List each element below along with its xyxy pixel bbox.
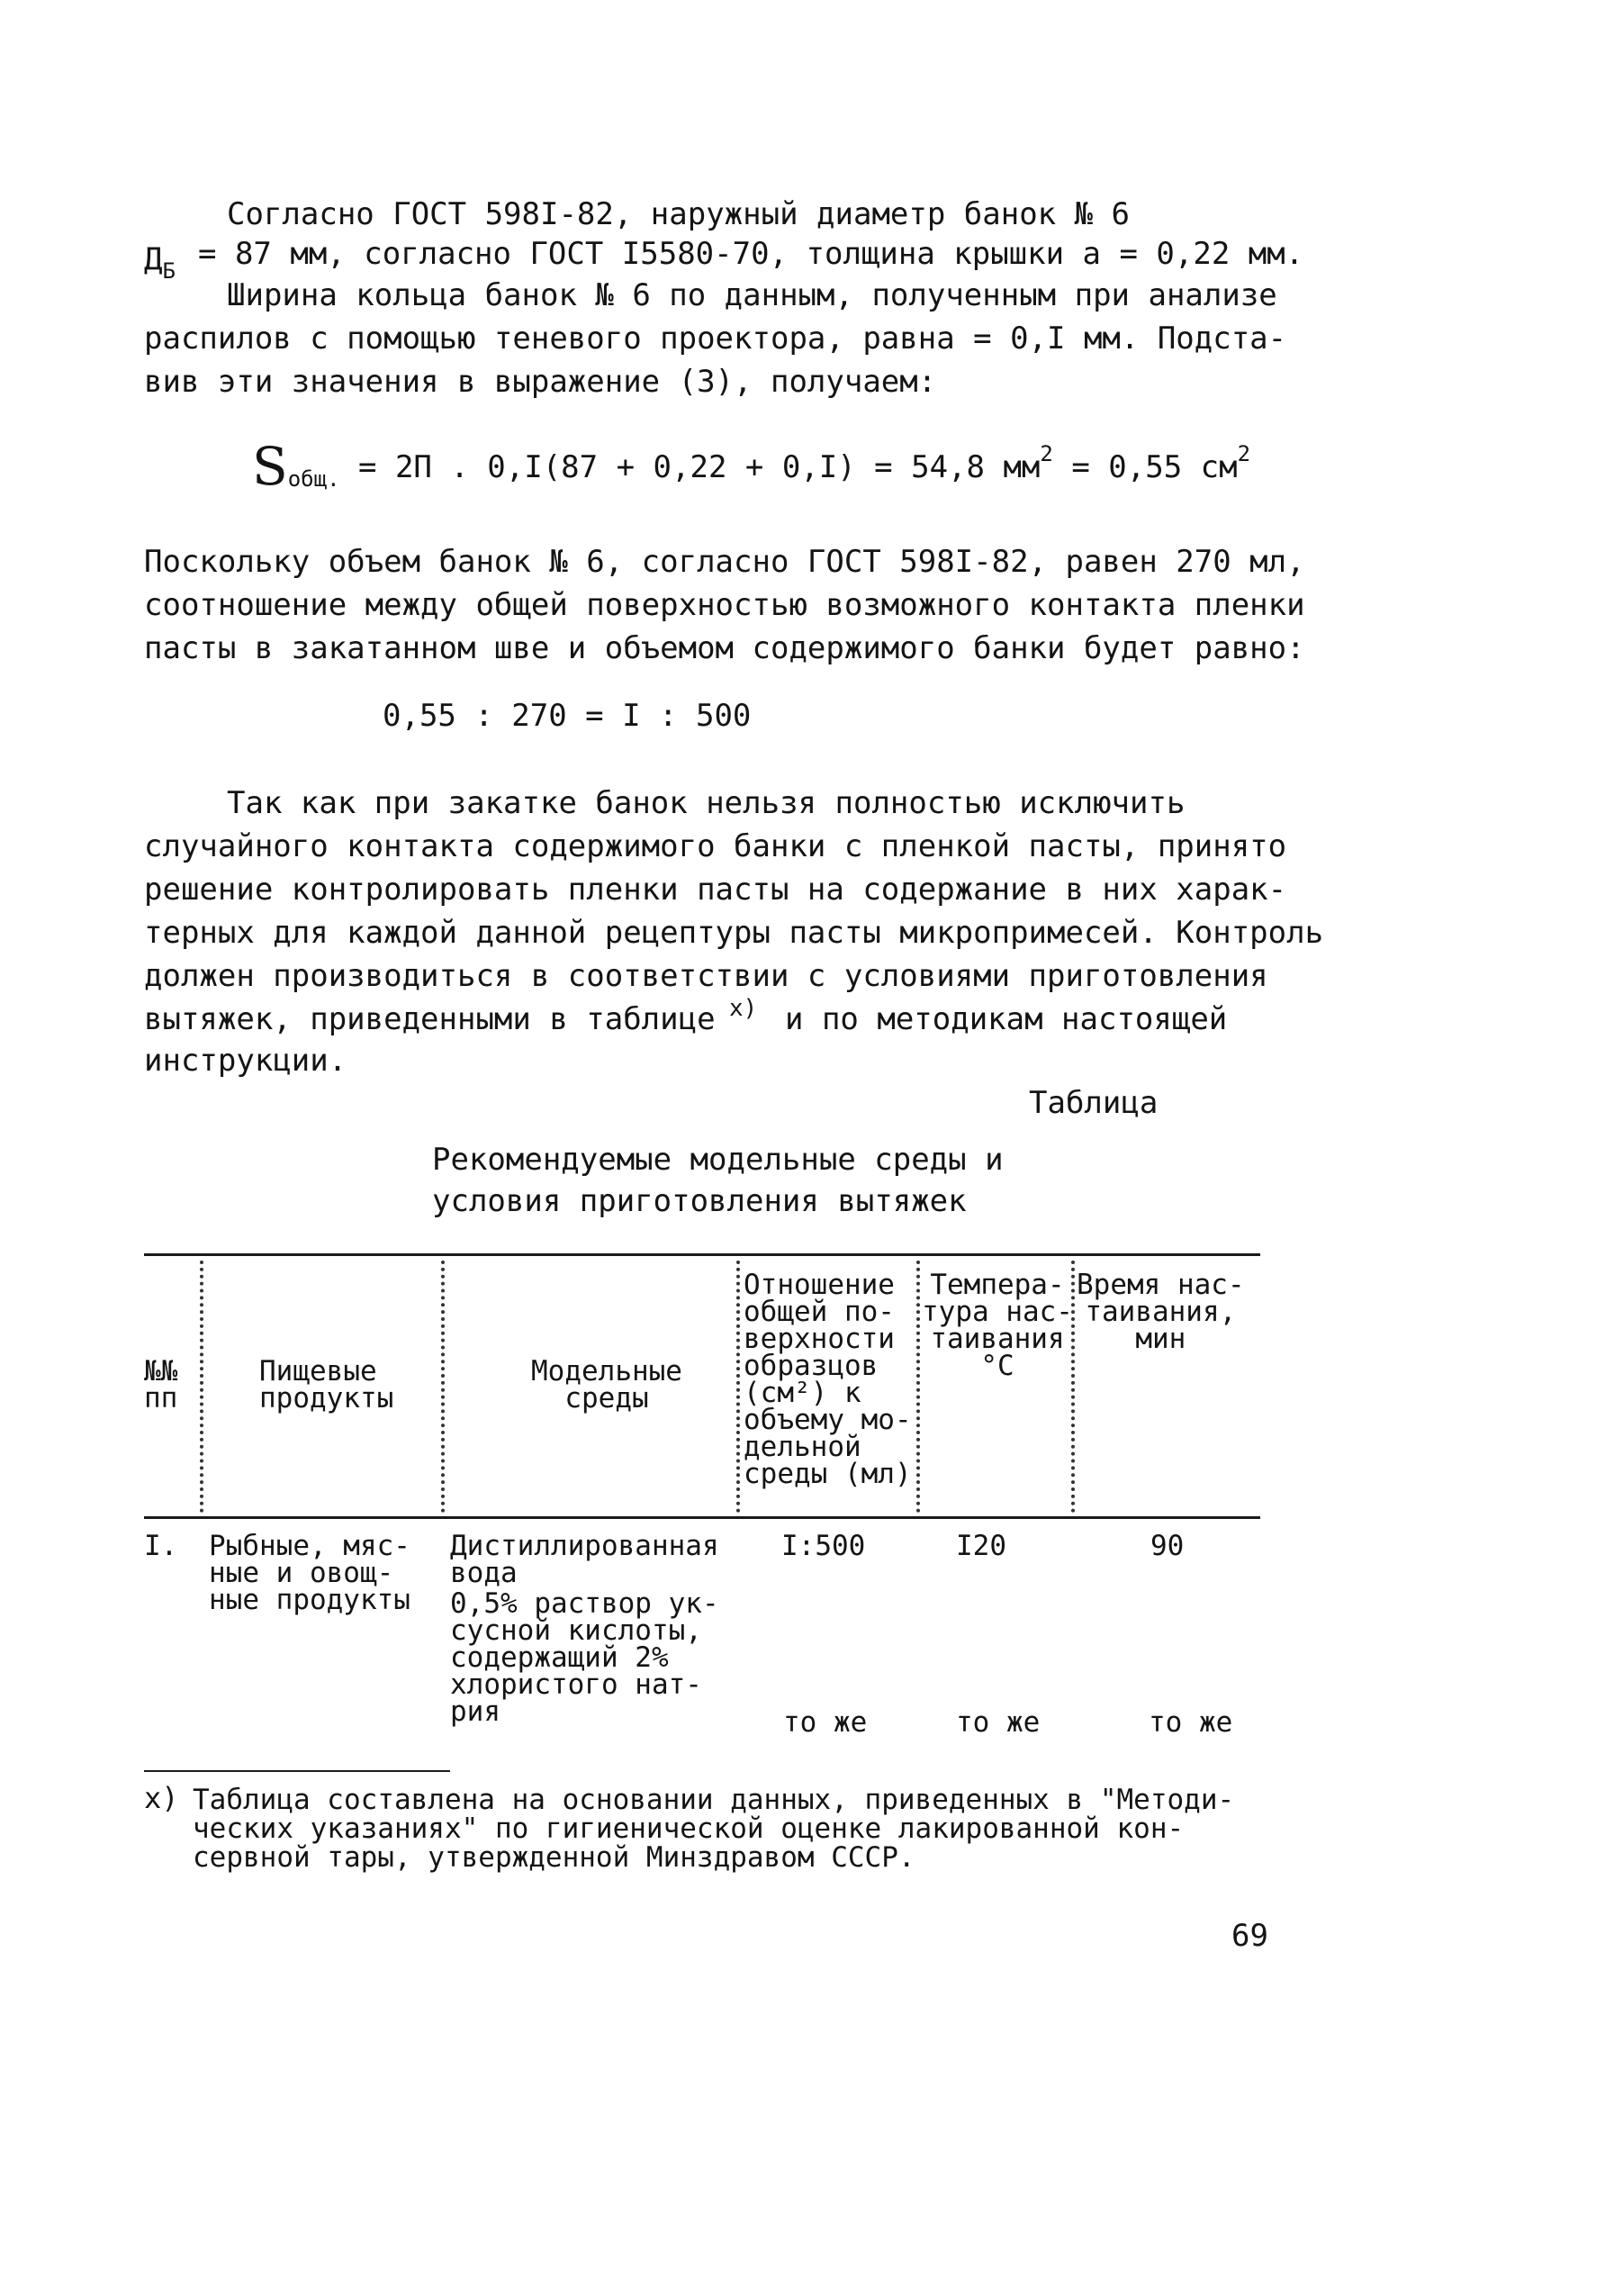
para1-line-4: распилов с помощью теневого проектора, равна = 0,I мм. Подста- [144, 321, 1287, 357]
table-label: Таблица [1029, 1085, 1159, 1121]
row-time-1: 90 [1150, 1530, 1185, 1562]
footnote-line-2: ческих указаниях" по гигиенической оценке лакированной кон- [193, 1812, 1185, 1845]
row-media-1: Дистиллированная вода [450, 1530, 719, 1589]
table-header-rule [144, 1516, 1260, 1519]
ratio-equation: 0,55 : 270 = I : 500 [383, 698, 752, 734]
row-num: I. [144, 1530, 178, 1562]
para2-line-1: Поскольку объем банок № 6, согласно ГОСТ 598I-82, равен 270 мл, [144, 544, 1305, 580]
formula [252, 436, 1251, 497]
header-temp: Темпера- тура нас- таивания °С [922, 1269, 1073, 1382]
para3-line-5: должен производиться в соответствии с условиями приготовления [144, 958, 1268, 994]
header-ratio: Отношение общей по- верхности образцов (см²) к объему мо- дельной среды (мл) [744, 1269, 912, 1490]
formula-sub: общ. [287, 466, 340, 492]
para1-line-2: = 87 мм, согласно ГОСТ I5580-70, толщина крышки а = 0,22 мм. [198, 236, 1304, 272]
header-num: №№ пп [144, 1355, 178, 1415]
para3-line-6b: и по методикам настоящей [785, 1001, 1228, 1037]
para2-line-3: пасты в закатанном шве и объемом содержимого банки будет равно: [144, 630, 1305, 666]
row-temp-1: I20 [956, 1530, 1006, 1562]
formula-sup-1: 2 [1040, 441, 1053, 466]
para3-line-3: решение контролировать пленки пасты на содержание в них харак- [144, 872, 1287, 908]
para3-line-1: Так как при закатке банок нельзя полностью исключить [227, 785, 1186, 821]
para2-line-2: соотношение между общей поверхностью возможного контакта пленки [144, 587, 1305, 623]
row-products: Рыбные, мяс- ные и овощ- ные продукты [209, 1530, 410, 1616]
column-divider [200, 1261, 203, 1513]
db-symbol: $Д_Б$ [144, 241, 176, 284]
row-temp-2: то же [956, 1706, 1041, 1739]
table-title-line-1: Рекомендуемые модельные среды и [432, 1142, 1004, 1178]
para3-line-7: инструкции. [144, 1043, 347, 1079]
footnote-mark: x) [144, 1781, 179, 1815]
para3-line-6a: вытяжек, приведенными в таблице [144, 1001, 716, 1037]
row-ratio-2: то же [783, 1706, 868, 1739]
column-divider [736, 1261, 740, 1513]
para1-line-5: вив эти значения в выражение (3), получаем: [144, 364, 937, 400]
formula-symbol: S [252, 436, 288, 497]
footnote-line-3: сервной тары, утвержденной Минздравом СССР. [193, 1841, 915, 1874]
formula-sup-2: 2 [1237, 441, 1251, 466]
header-media: Модельные среды [531, 1355, 682, 1415]
table-title-line-2: условия приготовления вытяжек [432, 1183, 967, 1219]
para1-line-1: Согласно ГОСТ 598I-82, наружный диаметр банок № 6 [227, 196, 1131, 232]
page-number: 69 [1231, 1918, 1268, 1954]
formula-body: = 2П . 0,I(87 + 0,22 + 0,I) = 54,8 мм [358, 449, 1041, 485]
row-time-2: то же [1149, 1706, 1233, 1739]
column-divider [916, 1261, 920, 1513]
para3-line-2: случайного контакта содержимого банки с пленкой пасты, принято [144, 828, 1287, 864]
footnote-rule [144, 1770, 450, 1772]
footnote-ref-mark: x) [729, 995, 758, 1022]
row-ratio-1: I:500 [781, 1530, 866, 1562]
row-media-2: 0,5% раствор ук- сусной кислоты, содержащий 2% хлористого нат- рия [450, 1587, 719, 1728]
para3-line-4: терных для каждой данной рецептуры пасты микропримесей. Контроль [144, 915, 1324, 951]
formula-tail: = 0,55 см [1071, 449, 1238, 485]
table-top-rule [144, 1253, 1260, 1256]
para1-line-3: Ширина кольца банок № 6 по данным, полученным при анализе [227, 277, 1277, 313]
footnote-line-1: Таблица составлена на основании данных, приведенных в "Методи- [193, 1784, 1235, 1816]
column-divider [441, 1261, 445, 1513]
header-products: Пищевые продукты [259, 1355, 394, 1415]
header-time: Время нас- таивания, мин [1077, 1269, 1245, 1355]
